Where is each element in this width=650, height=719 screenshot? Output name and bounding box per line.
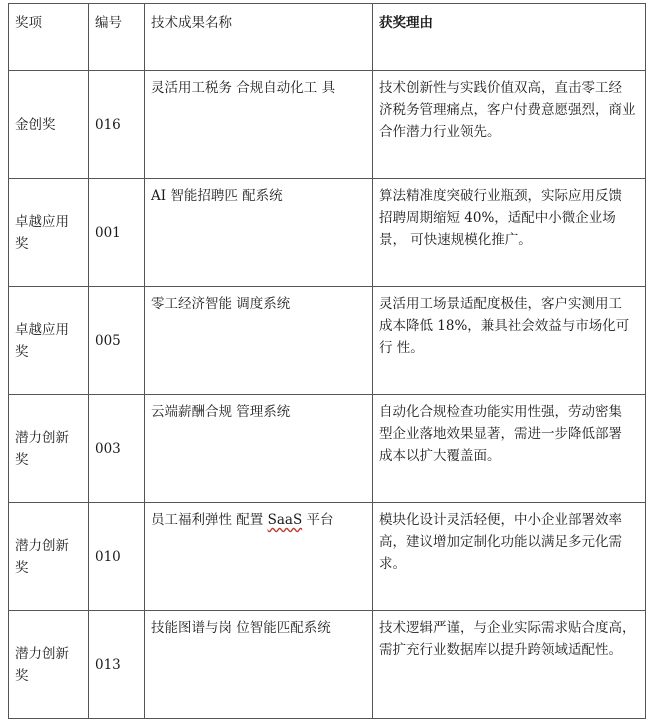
header-award: 奖项 bbox=[9, 4, 89, 71]
reason-cell: 算法精准度突破行业瓶颈，实际应用反馈 招聘周期缩短 40%，适配中小微企业场景， 可快速规模化推广。 bbox=[373, 179, 646, 287]
table-row bbox=[9, 71, 646, 179]
code-cell: 005 bbox=[89, 287, 145, 395]
code-cell: 003 bbox=[89, 395, 145, 503]
code-cell: 001 bbox=[89, 179, 145, 287]
header-code: 编号 bbox=[89, 4, 145, 71]
award-cell: 金创奖 bbox=[9, 71, 89, 179]
awards-table bbox=[8, 3, 646, 719]
code-cell: 010 bbox=[89, 503, 145, 611]
name-cell: 灵活用工税务 合规自动化工 具 bbox=[145, 71, 373, 179]
reason-cell: 模块化设计灵活轻便，中小企业部署效率高，建议增加定制化功能以满足多元化需求。 bbox=[373, 503, 646, 611]
reason-cell: 灵活用工场景适配度极佳，客户实测用工 成本降低 18%，兼具社会效益与市场化可行 性。 bbox=[373, 287, 646, 395]
award-cell: 潜力创新奖 bbox=[9, 395, 89, 503]
award-cell: 潜力创新奖 bbox=[9, 611, 89, 719]
spellcheck-flagged-word: SaaS bbox=[267, 512, 303, 528]
table-row bbox=[9, 395, 646, 503]
reason-cell: 技术创新性与实践价值双高，直击零工经 济税务管理痛点，客户付费意愿强烈，商业合作潜力行业领先。 bbox=[373, 71, 646, 179]
code-cell: 016 bbox=[89, 71, 145, 179]
name-cell bbox=[145, 503, 373, 611]
award-cell: 潜力创新奖 bbox=[9, 503, 89, 611]
name-cell: 零工经济智能 调度系统 bbox=[145, 287, 373, 395]
reason-cell: 技术逻辑严谨，与企业实际需求贴合度高，需扩充行业数据库以提升跨领域适配性。 bbox=[373, 611, 646, 719]
name-cell: 技能图谱与岗 位智能匹配系统 bbox=[145, 611, 373, 719]
name-text: 员工福利弹性 配置 bbox=[151, 512, 268, 528]
award-cell: 卓越应用奖 bbox=[9, 287, 89, 395]
table-header bbox=[9, 4, 646, 71]
header-reason: 获奖理由 bbox=[373, 4, 646, 71]
table-row bbox=[9, 287, 646, 395]
name-cell: 云端薪酬合规 管理系统 bbox=[145, 395, 373, 503]
code-cell: 013 bbox=[89, 611, 145, 719]
table-body bbox=[9, 71, 646, 719]
table-row bbox=[9, 179, 646, 287]
name-text: 平台 bbox=[302, 512, 334, 528]
table-row bbox=[9, 611, 646, 719]
header-name: 技术成果名称 bbox=[145, 4, 373, 71]
award-cell: 卓越应用奖 bbox=[9, 179, 89, 287]
name-cell: AI 智能招聘匹 配系统 bbox=[145, 179, 373, 287]
table-row bbox=[9, 503, 646, 611]
reason-cell: 自动化合规检查功能实用性强，劳动密集 型企业落地效果显著，需进一步降低部署 成本以扩大覆盖面。 bbox=[373, 395, 646, 503]
header-row bbox=[9, 4, 646, 71]
